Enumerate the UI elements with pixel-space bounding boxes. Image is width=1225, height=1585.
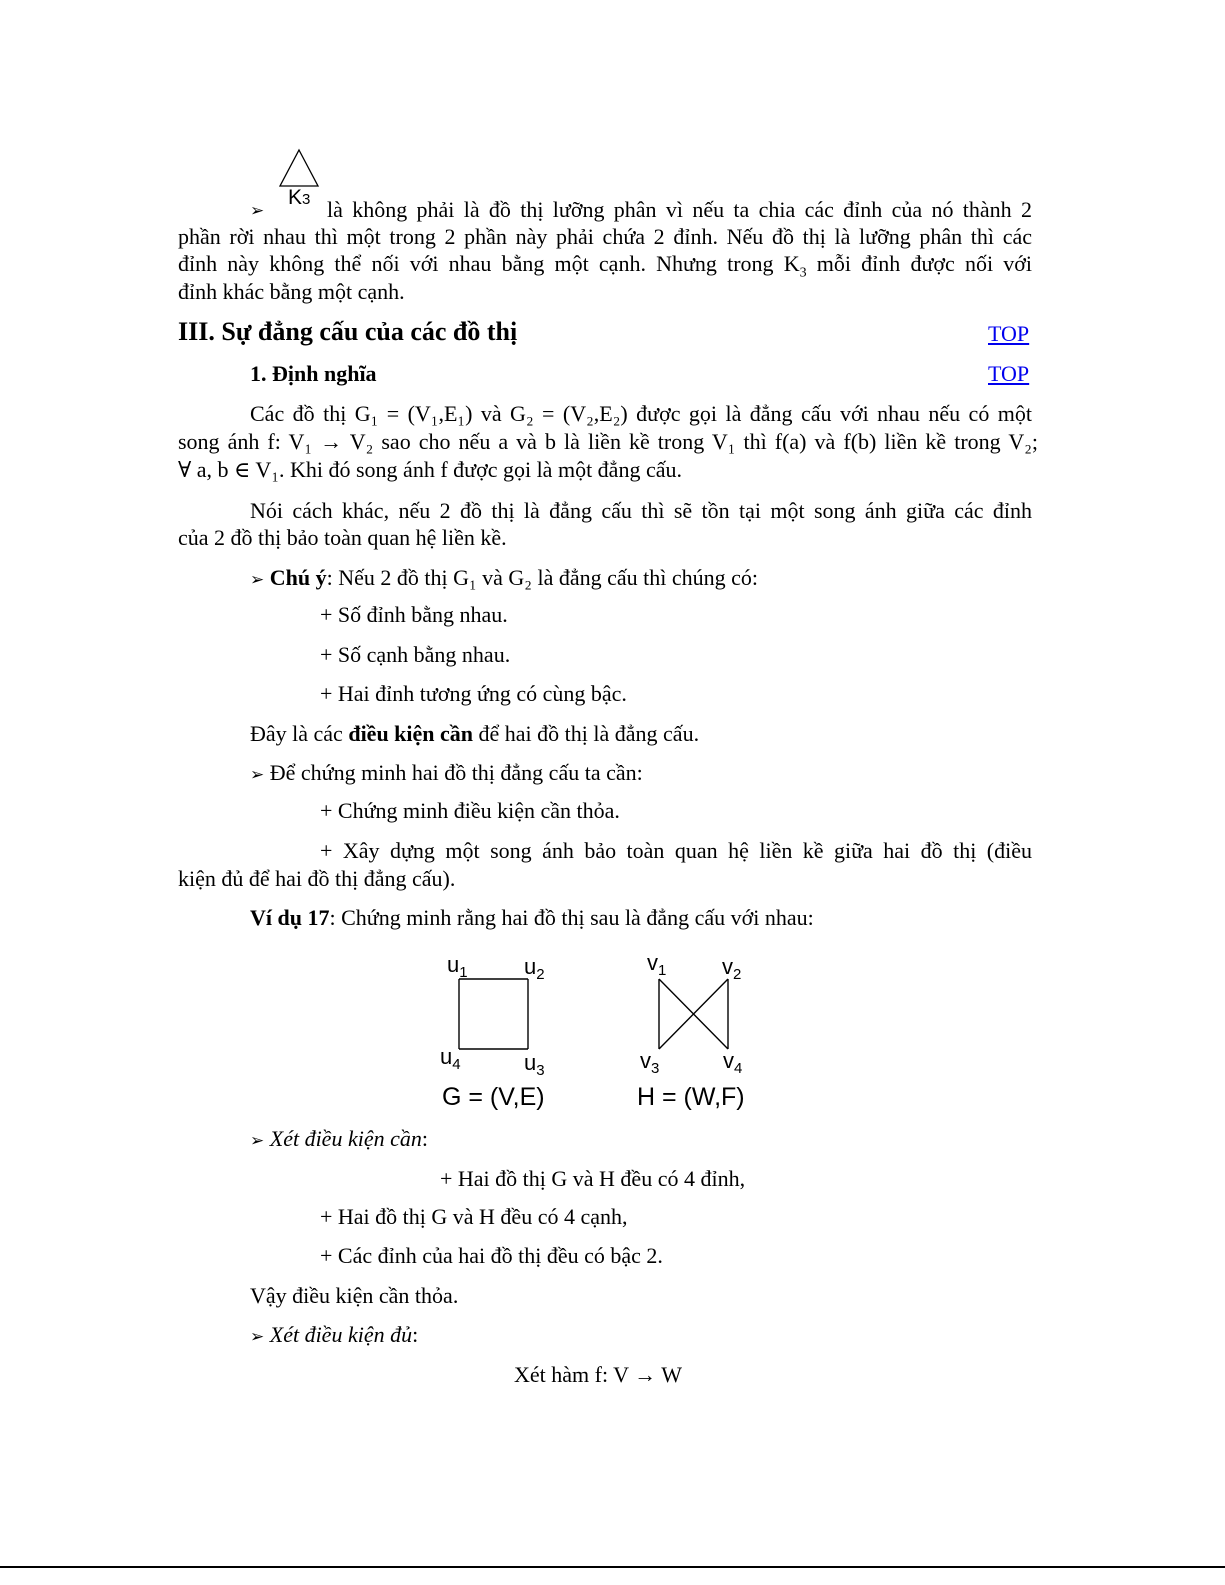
bullet-arrow-icon: ➢ [250,201,265,221]
bullet-arrow-icon: ➢ [250,1327,265,1347]
proof-step-2-line1: + Xây dựng một song ánh bảo toàn quan hệ liền kề giữa hai đồ thị (điều [320,838,1032,863]
note-conclusion-bold: điều kiện cần [348,721,474,746]
graph-h-caption: H = (W,F) [637,1083,745,1111]
note-conclusion [250,720,699,747]
definition-p1-line2: song ánh f: V₁ → V₂ sao cho nếu a và b là liền kề trong V₁ thì f(a) và f(b) liền kề trong V₂; [178,429,1038,454]
vertex-sub: 2 [733,966,742,983]
note-conclusion-b: để hai đồ thị là đẳng cấu. [473,721,700,746]
bullet-arrow-icon: ➢ [250,1131,265,1151]
k3-triangle-shape [280,150,318,186]
k3-label-sub: 3 [302,191,311,208]
graph-h-vertex-v1 [647,951,666,978]
subsection-top-link[interactable]: TOP [988,361,1030,386]
vertex-name: u [440,1044,453,1069]
definition-p2-line2: của 2 đồ thị bảo toàn quan hệ liền kề. [178,525,507,550]
sufficient-colon: : [412,1322,419,1347]
proof-steps-intro-text: Để chứng minh hai đồ thị đẳng cấu ta cần: [269,760,643,785]
vertex-name: v [640,1048,651,1073]
note-text: : Nếu 2 đồ thị G₁ và G₂ là đẳng cấu thì chúng có: [326,565,759,590]
sufficient-function-line: Xét hàm f: V → W [514,1362,683,1387]
graph-g-vertex-u3 [524,1051,545,1078]
proof-steps-intro [250,759,643,789]
subsection-title: 1. Định nghĩa [250,361,377,386]
vertex-name: v [722,954,733,979]
note-item-3: + Hai đỉnh tương ứng có cùng bậc. [320,681,627,706]
graph-g-vertex-u4 [440,1045,461,1072]
bullet-arrow-icon: ➢ [250,570,265,590]
vertex-sub: 3 [651,1060,660,1077]
graph-h-vertex-v4 [723,1049,742,1076]
vertex-sub: 4 [452,1056,461,1073]
necessary-conclusion: Vậy điều kiện cần thỏa. [250,1283,459,1308]
necessary-heading [250,1125,428,1155]
intro-line-1: là không phải là đồ thị lưỡng phân vì nếu ta chia các đỉnh của nó thành 2 [327,197,1032,222]
graph-g-vertex-u2 [524,955,545,982]
definition-p1-line3: ∀ a, b ∈ V₁. Khi đó song ánh f được gọi là một đẳng cấu. [178,457,682,482]
intro-line-3-a: đỉnh này không thể nối với nhau bằng một cạnh. Nhưng trong K [178,251,800,276]
proof-step-2-line2: kiện đủ để hai đồ thị đẳng cấu). [178,866,456,891]
vertex-sub: 4 [734,1060,743,1077]
intro-line-4: đỉnh khác bằng một cạnh. [178,279,405,304]
note-line [250,564,758,594]
example-text: : Chứng minh rằng hai đồ thị sau là đẳng cấu với nhau: [329,905,814,930]
definition-p1-line1: Các đồ thị G₁ = (V₁,E₁) và G₂ = (V₂,E₂) được gọi là đẳng cấu với nhau nếu có một [250,401,1032,426]
vertex-name: v [647,950,658,975]
necessary-heading-text: Xét điều kiện cần [269,1126,422,1151]
necessary-item-2: + Hai đồ thị G và H đều có 4 cạnh, [320,1204,628,1229]
graph-g-vertex-u1 [447,953,468,980]
graph-h-vertex-v2 [722,955,741,982]
necessary-item-1: + Hai đồ thị G và H đều có 4 đỉnh, [440,1166,746,1191]
intro-line-3-b: mỗi đỉnh được nối với [806,251,1032,276]
intro-line-3-sub: 3 [799,265,807,281]
vertex-sub: 1 [658,962,667,979]
section-title: III. Sự đẳng cấu của các đồ thị [178,317,518,346]
intro-line-2: phần rời nhau thì một trong 2 phần này phải chứa 2 đỉnh. Nếu đồ thị là lưỡng phân thì các [178,224,1032,249]
graph-h-vertex-v3 [640,1049,659,1076]
vertex-name: u [447,952,460,977]
bullet-arrow-icon: ➢ [250,765,265,785]
proof-step-1: + Chứng minh điều kiện cần thỏa. [320,798,620,823]
section-top-link[interactable]: TOP [988,321,1030,346]
sufficient-heading [250,1321,418,1351]
note-item-2: + Số cạnh bằng nhau. [320,642,511,667]
intro-line-3 [178,250,1032,281]
k3-label [288,186,310,212]
necessary-item-3: + Các đỉnh của hai đồ thị đều có bậc 2. [320,1243,663,1268]
example-line [250,904,814,931]
definition-p2-line1: Nói cách khác, nếu 2 đồ thị là đẳng cấu thì sẽ tồn tại một song ánh giữa các đỉnh [250,498,1032,523]
vertex-sub: 1 [459,964,468,981]
example-label: Ví dụ 17 [250,905,330,930]
vertex-name: v [723,1048,734,1073]
page-bottom-divider [0,1566,1225,1568]
vertex-sub: 2 [536,966,545,983]
graph-g-caption: G = (V,E) [442,1083,545,1111]
necessary-colon: : [421,1126,428,1151]
vertex-sub: 3 [536,1062,545,1079]
vertex-name: u [524,954,537,979]
note-conclusion-a: Đây là các [250,721,349,746]
k3-label-main: K [288,186,303,209]
note-label: Chú ý [269,565,327,590]
note-item-1: + Số đỉnh bằng nhau. [320,602,508,627]
vertex-name: u [524,1050,537,1075]
sufficient-heading-text: Xét điều kiện đủ [269,1322,413,1347]
